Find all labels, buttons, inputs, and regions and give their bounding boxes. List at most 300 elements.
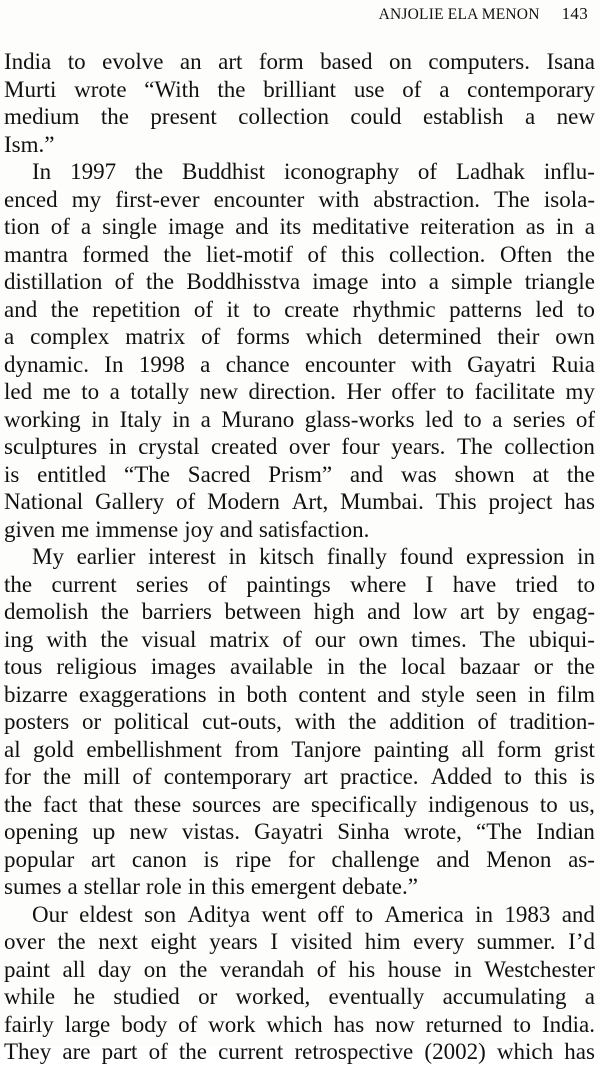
- word: Gallery: [95, 489, 165, 514]
- word: low: [412, 599, 448, 624]
- word: now: [375, 1011, 415, 1037]
- text-line: [4, 653, 595, 681]
- word: eldest: [79, 901, 133, 927]
- word: gold: [33, 736, 74, 762]
- text-line: [4, 76, 595, 104]
- word: as: [525, 214, 545, 239]
- word: crystal: [138, 434, 200, 459]
- text-line: [4, 928, 595, 956]
- word: specifically: [311, 791, 418, 817]
- word: art: [218, 49, 243, 74]
- word: Westchester: [484, 956, 595, 982]
- word: the: [134, 159, 164, 184]
- text-line: [4, 323, 595, 351]
- word: us,: [568, 791, 595, 817]
- word: by: [496, 599, 520, 624]
- text-line: [4, 681, 595, 709]
- word: Aditya: [187, 901, 251, 927]
- word: both: [246, 681, 288, 707]
- word: establish: [422, 104, 504, 129]
- word: the: [4, 791, 33, 817]
- word: Our: [32, 901, 68, 927]
- word: computers.: [428, 49, 530, 74]
- word: 1997: [70, 159, 117, 184]
- word: practice.: [340, 764, 419, 789]
- word: and: [349, 461, 384, 487]
- word: matrix: [209, 626, 270, 652]
- word: Murti: [4, 76, 57, 102]
- word: in: [453, 956, 472, 982]
- word: house: [387, 956, 442, 982]
- word: My: [32, 544, 64, 569]
- word: a: [200, 406, 211, 432]
- word: Ism.”: [4, 131, 55, 157]
- word: his: [348, 956, 376, 982]
- word: direction.: [248, 379, 336, 404]
- word: role: [145, 874, 182, 899]
- word: sculptures: [4, 434, 98, 459]
- word: Often: [499, 241, 553, 267]
- word: a: [80, 214, 92, 239]
- word: shown: [454, 461, 515, 487]
- text-line: [4, 296, 595, 324]
- text-line: [4, 791, 595, 819]
- word: times.: [411, 626, 467, 652]
- word: four: [341, 434, 380, 459]
- word: a: [439, 76, 450, 102]
- word: it: [226, 296, 240, 322]
- word: rhythmic: [352, 296, 436, 322]
- word: their: [497, 324, 540, 349]
- word: triangle: [524, 269, 595, 294]
- word: wrote: [74, 76, 127, 102]
- word: in: [475, 901, 493, 927]
- word: to: [252, 296, 271, 322]
- word: This: [435, 489, 477, 514]
- word: was: [400, 461, 437, 487]
- word: high: [313, 599, 355, 624]
- word: earlier: [76, 544, 136, 569]
- text-line: [4, 268, 595, 296]
- word: with: [46, 626, 88, 652]
- word: vistas.: [181, 819, 240, 844]
- text-line: [4, 1011, 595, 1039]
- word: chance: [225, 351, 290, 377]
- word: and: [367, 599, 401, 624]
- word: totally: [130, 379, 190, 404]
- word: painting: [373, 736, 450, 762]
- word: of: [50, 214, 70, 239]
- word: I: [270, 929, 279, 954]
- word: of: [193, 296, 214, 322]
- word: in: [91, 406, 110, 432]
- word: first-ever: [115, 186, 200, 212]
- word: a: [109, 379, 120, 404]
- word: use: [353, 76, 385, 102]
- word: evolve: [102, 49, 164, 74]
- word: sumes: [4, 874, 62, 899]
- word: and: [4, 296, 38, 322]
- word: from: [234, 736, 279, 762]
- word: Tanjore: [291, 736, 362, 762]
- word: Sinha: [337, 819, 390, 844]
- word: has: [564, 1039, 595, 1064]
- word: I’d: [568, 929, 595, 954]
- word: film: [556, 681, 595, 707]
- word: new: [556, 104, 595, 129]
- word: single: [102, 214, 158, 239]
- word: which: [266, 1011, 323, 1037]
- word: mill: [83, 764, 121, 789]
- word: of: [132, 764, 152, 789]
- word: challenge: [331, 846, 420, 872]
- word: to: [463, 406, 482, 432]
- body-text: [4, 48, 595, 1066]
- running-title: ANJOLIE ELA MENON: [378, 6, 540, 23]
- word: to: [577, 571, 595, 597]
- word: isola-: [543, 186, 595, 212]
- word: of: [201, 324, 221, 349]
- word: tion: [4, 214, 40, 239]
- word: iconography: [283, 159, 399, 184]
- word: ripe: [235, 846, 272, 872]
- word: at: [532, 461, 550, 487]
- word: while: [4, 984, 56, 1009]
- word: work: [208, 1011, 256, 1037]
- word: in: [327, 654, 345, 679]
- word: led: [425, 406, 454, 432]
- word: between: [224, 599, 302, 624]
- word: a: [584, 214, 595, 239]
- word: to: [504, 764, 523, 789]
- text-line: [4, 516, 595, 544]
- word: a: [4, 324, 15, 349]
- word: image: [312, 269, 369, 294]
- word: of: [114, 269, 134, 294]
- word: the: [179, 956, 208, 982]
- word: tried: [515, 571, 558, 597]
- word: and: [219, 516, 253, 542]
- word: In: [32, 159, 52, 184]
- word: of: [316, 956, 336, 982]
- word: the: [4, 571, 33, 597]
- word: satisfaction.: [258, 516, 370, 542]
- word: of: [477, 709, 497, 734]
- word: on: [388, 49, 412, 74]
- word: and: [377, 681, 411, 707]
- text-line: [4, 461, 595, 489]
- word: of: [175, 489, 196, 514]
- text-line: [4, 241, 595, 269]
- word: tradition-: [509, 709, 595, 734]
- text-line: [4, 571, 595, 599]
- text-line: [4, 736, 595, 764]
- word: bazaar: [459, 654, 520, 679]
- word: create: [284, 296, 340, 322]
- word: present: [150, 104, 217, 129]
- word: to: [577, 296, 595, 322]
- word: verandah: [219, 956, 305, 982]
- word: art: [90, 846, 116, 872]
- word: brilliant: [263, 76, 337, 102]
- word: in: [187, 874, 206, 899]
- word: “The: [123, 461, 170, 487]
- word: in: [108, 434, 127, 459]
- word: all: [461, 736, 485, 762]
- word: fairly: [4, 1011, 54, 1037]
- word: with: [294, 709, 336, 734]
- word: ing: [4, 626, 34, 652]
- word: art: [303, 764, 328, 789]
- word: “With: [144, 76, 200, 102]
- word: the: [358, 654, 388, 679]
- word: the: [100, 104, 129, 129]
- text-line: [4, 103, 595, 131]
- text-line: [4, 873, 595, 901]
- word: interest: [148, 544, 216, 569]
- word: a: [524, 104, 536, 129]
- word: Prism”: [268, 461, 333, 487]
- word: demolish: [4, 599, 89, 624]
- word: Indian: [536, 819, 595, 844]
- word: series: [512, 406, 566, 432]
- word: expression: [465, 544, 565, 569]
- text-line: [4, 158, 595, 186]
- word: of: [178, 1011, 198, 1037]
- word: images: [150, 654, 216, 679]
- word: have: [452, 571, 497, 597]
- word: (2002): [424, 1039, 486, 1064]
- word: are: [62, 1039, 91, 1064]
- word: Modern: [207, 489, 280, 514]
- word: distillation: [4, 269, 103, 294]
- word: simple: [451, 269, 513, 294]
- word: or: [81, 709, 102, 734]
- text-line: [4, 598, 595, 626]
- word: Her: [346, 379, 381, 404]
- word: cut-outs,: [202, 709, 282, 734]
- word: my: [565, 379, 595, 404]
- text-line: [4, 1038, 595, 1066]
- word: this: [341, 241, 375, 267]
- word: dynamic.: [4, 351, 89, 377]
- word: Gayatri: [254, 819, 324, 844]
- text-line: [4, 543, 595, 571]
- word: Boddhisstva: [186, 269, 301, 294]
- word: found: [399, 544, 454, 569]
- word: encounter: [213, 186, 305, 212]
- word: complex: [30, 324, 110, 349]
- word: mantra: [4, 241, 68, 267]
- word: of: [402, 76, 422, 102]
- word: influ-: [543, 159, 595, 184]
- word: bizarre: [4, 681, 68, 707]
- word: in: [555, 214, 574, 239]
- word: wrote,: [403, 819, 462, 844]
- word: political: [113, 709, 190, 734]
- word: with: [318, 186, 360, 212]
- page-number: 143: [561, 4, 588, 23]
- word: patterns: [449, 296, 522, 322]
- word: a: [492, 406, 503, 432]
- word: or: [198, 984, 218, 1009]
- word: forms: [236, 324, 290, 349]
- word: is: [4, 461, 20, 487]
- word: created: [211, 434, 278, 459]
- word: this: [211, 874, 245, 899]
- word: which: [496, 1039, 554, 1064]
- word: that: [88, 791, 123, 817]
- word: sources: [192, 791, 262, 817]
- word: summer.: [476, 929, 556, 954]
- word: They: [4, 1039, 52, 1064]
- text-line: [4, 626, 595, 654]
- word: the: [163, 241, 192, 267]
- word: medium: [4, 104, 80, 129]
- word: The: [494, 186, 530, 212]
- word: opening: [4, 819, 79, 844]
- word: in: [228, 544, 247, 569]
- word: current: [218, 1039, 284, 1064]
- word: immense: [95, 516, 179, 542]
- word: Sacred: [187, 461, 251, 487]
- word: could: [350, 104, 402, 129]
- word: Mumbai.: [340, 489, 424, 514]
- word: new: [199, 379, 238, 404]
- word: led: [4, 379, 33, 404]
- word: kitsch: [259, 544, 315, 569]
- word: available: [230, 654, 314, 679]
- word: meditative: [312, 214, 410, 239]
- word: India: [4, 49, 52, 74]
- word: series: [136, 571, 189, 597]
- word: to: [81, 379, 100, 404]
- word: style: [421, 681, 465, 707]
- word: collection: [504, 434, 595, 459]
- word: with: [410, 351, 452, 377]
- word: matrix: [125, 324, 186, 349]
- word: form: [258, 49, 304, 74]
- text-line: [4, 351, 595, 379]
- word: of: [575, 406, 595, 432]
- word: form: [496, 736, 542, 762]
- text-line: [4, 433, 595, 461]
- word: 1998: [138, 351, 185, 377]
- word: the: [178, 1039, 208, 1064]
- word: embellishment: [86, 736, 222, 762]
- word: large: [64, 1011, 111, 1037]
- word: the: [566, 461, 595, 487]
- word: all: [62, 956, 86, 982]
- word: image: [168, 214, 225, 239]
- word: which: [305, 324, 362, 349]
- word: Murano: [221, 406, 295, 432]
- word: every: [413, 929, 465, 954]
- word: has: [333, 1011, 365, 1037]
- word: visual: [141, 626, 197, 652]
- word: collection.: [388, 241, 486, 267]
- text-line: [4, 956, 595, 984]
- word: liet-motif: [206, 241, 293, 267]
- word: where: [350, 571, 407, 597]
- word: Art,: [291, 489, 329, 514]
- word: debate.”: [341, 874, 418, 899]
- text-line: [4, 818, 595, 846]
- word: Ladhak: [455, 159, 525, 184]
- word: I: [425, 571, 434, 597]
- word: The: [479, 626, 516, 652]
- word: canon: [131, 846, 187, 872]
- word: a: [200, 351, 211, 377]
- word: next: [98, 929, 138, 954]
- word: the: [42, 764, 72, 789]
- text-line: [4, 378, 595, 406]
- text-line: [4, 186, 595, 214]
- word: up: [92, 819, 116, 844]
- word: America: [384, 901, 464, 927]
- word: the: [348, 709, 377, 734]
- word: formed: [82, 241, 149, 267]
- text-line: [4, 406, 595, 434]
- word: the: [566, 654, 595, 679]
- text-line: [4, 763, 595, 791]
- word: encounter: [304, 351, 396, 377]
- word: art: [460, 599, 485, 624]
- word: my: [71, 186, 102, 212]
- text-line: [4, 131, 595, 159]
- word: the: [566, 241, 595, 267]
- word: glass-works: [304, 406, 415, 432]
- word: National: [4, 489, 84, 514]
- word: reiteration: [420, 214, 515, 239]
- word: Italy: [119, 406, 162, 432]
- word: body: [121, 1011, 168, 1037]
- word: years: [209, 929, 258, 954]
- word: seen: [475, 681, 517, 707]
- word: The: [456, 434, 493, 459]
- word: and: [436, 846, 470, 872]
- word: content: [298, 681, 367, 707]
- word: paintings: [246, 571, 331, 597]
- word: in: [527, 681, 546, 707]
- word: went: [261, 901, 307, 927]
- text-line: [4, 846, 595, 874]
- word: indigenous: [427, 791, 529, 817]
- word: visited: [290, 929, 353, 954]
- word: addition: [389, 709, 465, 734]
- word: studied: [113, 984, 180, 1009]
- word: or: [533, 654, 553, 679]
- word: Isana: [546, 49, 595, 74]
- word: engag-: [532, 599, 595, 624]
- word: 1983: [504, 901, 551, 927]
- word: religious: [56, 654, 137, 679]
- word: over: [4, 929, 45, 954]
- word: posters: [4, 709, 70, 734]
- word: own: [358, 626, 399, 652]
- word: as-: [568, 846, 595, 872]
- text-line: [4, 488, 595, 516]
- word: eventually: [328, 984, 425, 1009]
- word: given: [4, 516, 56, 542]
- word: him: [364, 929, 401, 954]
- word: Ruia: [551, 351, 595, 377]
- word: the: [100, 626, 129, 652]
- word: offer: [391, 379, 436, 404]
- word: project: [488, 489, 553, 514]
- word: these: [133, 791, 182, 817]
- word: current: [51, 571, 117, 597]
